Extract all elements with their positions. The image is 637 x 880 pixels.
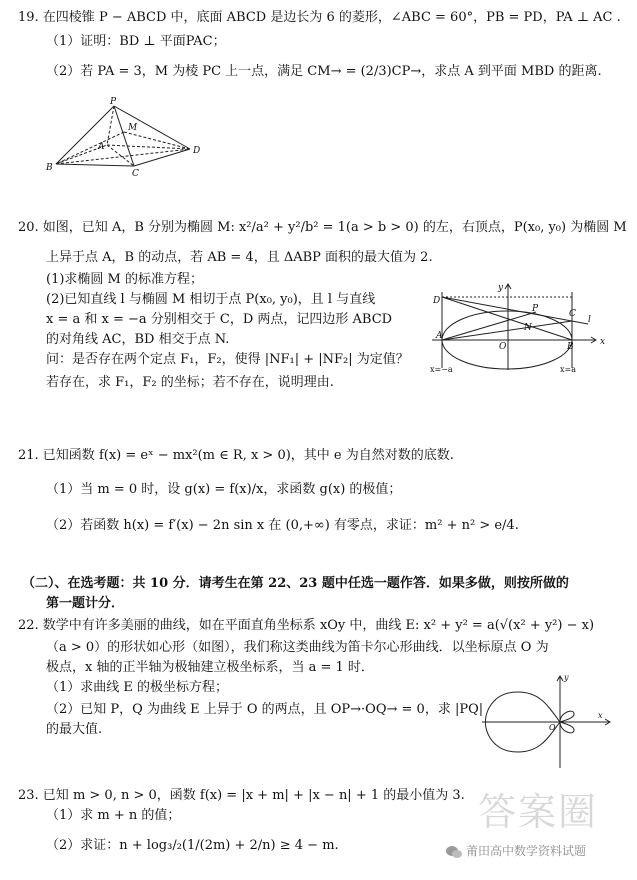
p20-label-C: C [569,309,576,319]
p19-label-A: A [98,142,105,152]
p20-line3: (1)求椭圆 M 的标准方程； [46,272,203,287]
p20-line1: 20. 如图，已知 A，B 分别为椭圆 M: x²/a² + y²/b² = 1(a > b > 0) 的左，右顶点，P(x₀, y₀) 为椭圆 M [18,220,627,235]
p20-label-y: y [498,283,504,293]
p22-line3: 极点，x 轴的正半轴为极轴建立极坐标系，当 a = 1 时． [46,660,374,675]
p20-label-B: B [567,342,574,352]
p19-stem: 19. 在四棱锥 P − ABCD 中，底面 ABCD 是边长为 6 的菱形，∠ABC = 60°，PB = PD，PA ⊥ AC . [18,10,621,25]
p19-q1: （1）证明：BD ⊥ 平面PAC； [46,34,226,49]
section2-line1: （二）、在选考题：共 10 分．请考生在第 22、23 题中任选一题作答．如果多做，则按所做的 [22,576,569,591]
p19-label-B: B [46,163,53,173]
p20-label-A: A [436,331,443,341]
p19-pyramid-figure [40,94,220,178]
p23-q1: （1）求 m + n 的值； [46,808,181,823]
p20-line4: (2)已知直线 l 与椭圆 M 相切于点 P(x₀, y₀)，且 l 与直线 [46,292,376,307]
p20-label-O: O [499,342,507,352]
p21-stem: 21. 已知函数 f(x) = eˣ − mx²(m ∈ R, x > 0)，其中 e 为自然对数的底数. [18,448,454,463]
p20-line2: 上异于点 A，B 的动点，若 AB = 4，且 ΔABP 面积的最大值为 2. [46,250,433,265]
p22-label-O: O [549,723,556,732]
p21-q2: （2）若函数 h(x) = f′(x) − 2n sin x 在 (0,+∞) 有零点，求证：m² + n² > e/4. [46,518,519,533]
p22-cardioid-figure [476,672,626,772]
p19-label-P: P [110,97,117,107]
section2-line2: 第一题计分． [46,596,125,611]
p20-label-x-a: x=a [560,365,576,374]
p21-q1: （1）当 m = 0 时，设 g(x) = f(x)/x，求函数 g(x) 的极值； [46,482,402,497]
p20-label-D: D [433,296,441,306]
p20-label-l: l [588,315,591,325]
p20-line6: 的对角线 AC，BD 相交于点 N. [46,332,230,347]
p22-label-x: x [598,711,603,720]
p22-q1: （1）求曲线 E 的极坐标方程； [46,680,229,695]
p20-line7: 问：是否存在两个定点 F₁，F₂，使得 |NF₁| + |NF₂| 为定值？ [46,352,409,367]
watermark-caption: 莆田高中数学资料试题 [466,844,587,858]
p20-label-P: P [532,304,539,314]
p20-ellipse-figure [428,282,613,374]
p19-label-M: M [128,123,138,133]
p22-q2-tail: 的最大值. [46,722,103,737]
p20-label-N: N [524,323,532,333]
p20-line8: 若存在，求 F₁，F₂ 的坐标；若不存在，说明理由. [46,375,334,390]
p22-q2: （2）已知 P，Q 为曲线 E 上异于 O 的两点，且 OP→·OQ→ = 0，求 |PQ| [46,702,484,717]
p22-line1: 22. 数学中有许多美丽的曲线，如在平面直角坐标系 xOy 中，曲线 E: x² + y² = a(√(x² + y²) − x) [18,618,595,633]
p22-label-y: y [564,673,569,682]
p20-line5: x = a 和 x = −a 分别相交于 C，D 两点，记四边形 ABCD [46,312,393,327]
watermark-logo: 答案圈 [478,790,599,834]
p23-stem: 23. 已知 m > 0, n > 0，函数 f(x) = |x + m| + |x − n| + 1 的最小值为 3. [18,788,465,803]
p19-label-D: D [193,146,201,156]
wechat-icon [446,845,462,859]
p20-label-x-neg-a: x=−a [430,365,453,374]
p23-q2: （2）求证：n + log₃/₂(1/(2m) + 2/n) ≥ 4 − m. [46,838,339,853]
p20-label-x: x [600,337,606,347]
p22-line2: （a > 0）的形状如心形（如图），我们称这类曲线为笛卡尔心形曲线．以坐标原点 O 为 [46,640,549,655]
p19-q2: （2）若 PA = 3，M 为棱 PC 上一点，满足 CM→ = (2/3)CP→，求点 A 到平面 MBD 的距离. [46,64,602,79]
p19-label-C: C [132,169,139,179]
